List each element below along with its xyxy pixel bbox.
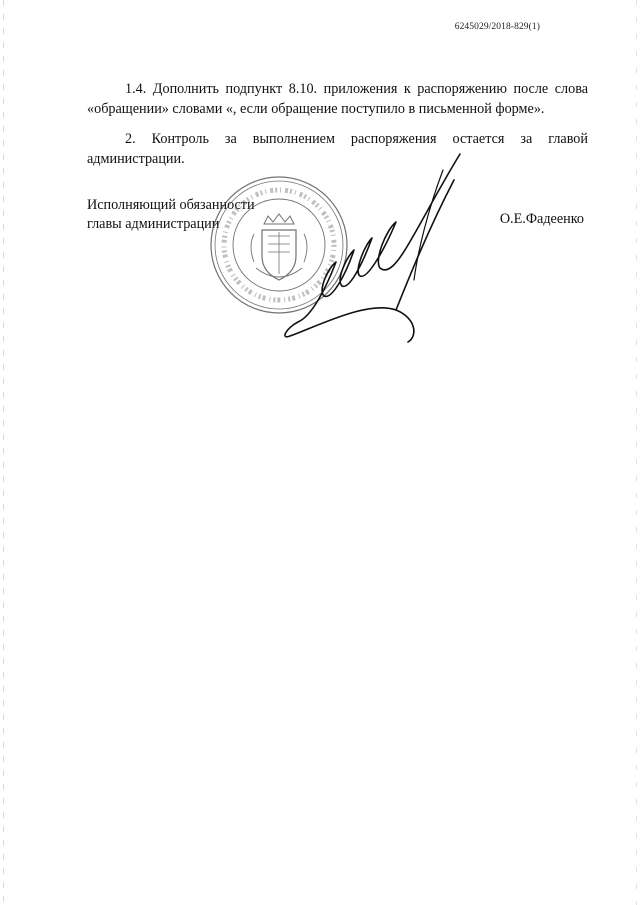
scan-edge-left	[3, 0, 4, 905]
signatory-title-line-1: Исполняющий обязанности	[87, 197, 255, 213]
signatory-name: О.Е.Фадеенко	[499, 211, 584, 227]
document-number: 6245029/2018-829(1)	[454, 22, 540, 32]
scan-edge-right	[636, 0, 637, 905]
signatory-title-line-2: главы администрации	[87, 216, 220, 232]
paragraph-2: 2. Контроль за выполнением распоряжения остается за главой администрации.	[87, 131, 588, 167]
paragraph-1-4: 1.4. Дополнить подпункт 8.10. приложения к распоряжению после слова «обращении» словами «, если обращение поступило в письменной форме».	[87, 81, 588, 117]
handwritten-signature-icon	[268, 150, 473, 346]
